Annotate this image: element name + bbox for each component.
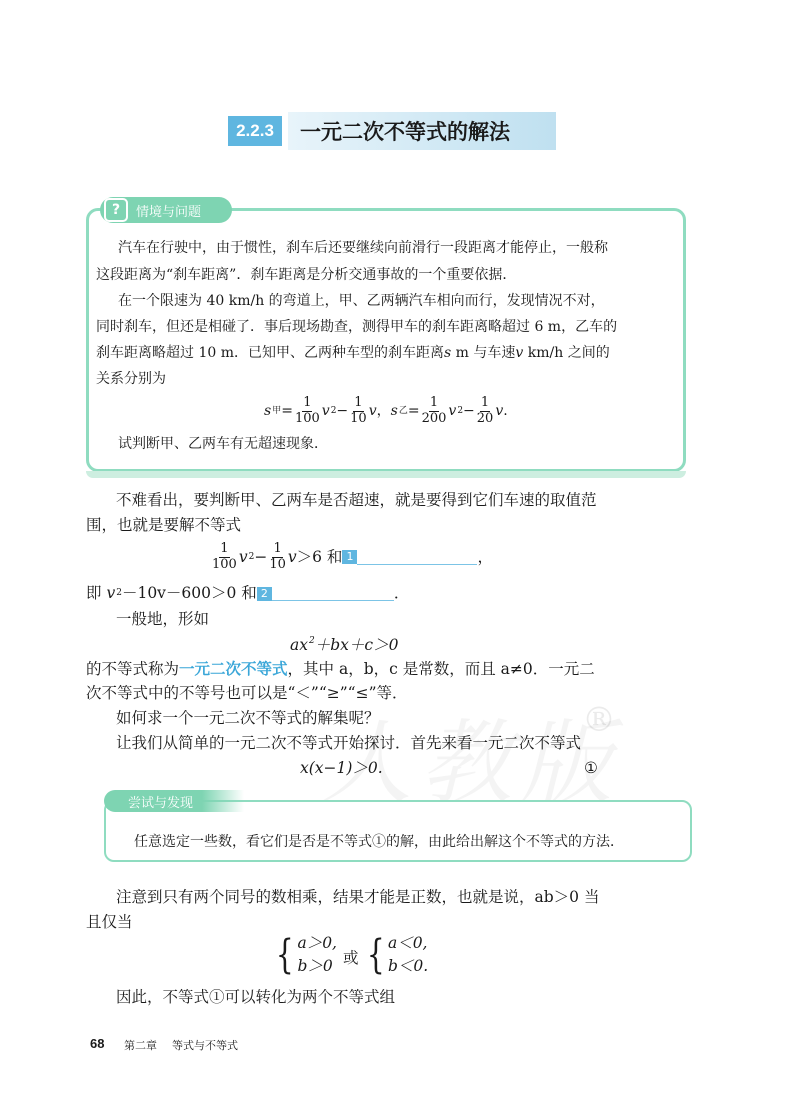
body2-p1-line2: 且仅当 [86,913,133,931]
situation-p2-line1: 在一个限速为 40 km/h 的弯道上，甲、乙两辆汽车相向而行，发现情况不对， [118,293,605,309]
left-brace: { [275,932,294,978]
section-number: 2.2.3 [228,116,282,146]
fraction: $\frac{1}{10}$ [350,395,367,426]
body-p1-line1: 不难看出，要判断甲、乙两车是否超速，就是要得到它们车速的取值范 [116,491,597,509]
definition-line2: 次不等式中的不等号也可以是“＜”“≥”“≤”等． [86,684,408,702]
body2-p2: 因此，不等式①可以转化为两个不等式组 [116,988,396,1006]
fraction: $\frac{1}{100}$ [294,395,320,426]
page-number: 68 [90,1036,105,1051]
term-quadratic-inequality: 一元二次不等式 [179,659,288,678]
body-p2: 一般地，形如 [116,610,210,628]
situation-p1-line1: 汽车在行驶中，由于惯性，刹车后还要继续向前滑行一段距离才能停止，一般称 [118,240,608,256]
blank-marker-1: 1 [342,550,357,564]
general-form: $ax^2+bx+c>0$ [290,636,399,654]
inequality-1: $\frac{1}{100}$ v 2 − $\frac{1}{10}$ v ＞6 和 1 ， [212,541,493,572]
inequality-3-label: ① [584,759,598,777]
inequality-2: 即 v 2 －10v－600＞0 和 2 ． [86,584,410,602]
section-title-bar [288,112,556,150]
inequality-3: x(x−1)＞0. [300,759,383,777]
situation-p1-line2: 这段距离为“刹车距离”．刹车距离是分析交通事故的一个重要依据． [96,267,517,283]
system-1: a＞0, b＞0 [297,933,337,975]
situation-tag [100,197,232,223]
question-icon: ? [104,198,128,222]
section-title-text: 一元二次不等式的解法 [300,120,510,144]
fraction: $\frac{1}{10}$ [269,541,286,572]
situation-question: 试判断甲、乙两车有无超速现象． [118,436,328,452]
body-p3: 如何求一个一元二次不等式的解集呢？ [116,709,380,727]
braking-formula: s 甲 = $\frac{1}{100}$ v 2 − $\frac{1}{10}$ v ， s 乙 = $\frac{1}{200}$ v 2 − $\frac{1}{20}$ v . [264,395,508,426]
body2-p1-line1: 注意到只有两个同号的数相乘，结果才能是正数，也就是说，ab＞0 当 [116,888,600,906]
definition-line1: 的不等式称为一元二次不等式，其中 a，b，c 是常数，而且 a≠0．一元二 [86,659,595,678]
body-p4: 让我们从简单的一元二次不等式开始探讨．首先来看一元二次不等式 [116,734,582,752]
system-2: a＜0, b＜0. [387,933,429,975]
try-tag-label: 尝试与发现 [128,795,194,811]
section-title [228,112,558,150]
watermark-registered-mark: ® [582,700,616,740]
blank-marker-2: 2 [257,587,272,601]
fraction: $\frac{1}{20}$ [476,395,494,426]
situation-tag-label: 情境与问题 [136,204,202,220]
inequality-systems: { a＞0, b＞0 或 { a＜0, b＜0. [275,932,429,978]
situation-p2-line4: 关系分别为 [96,371,166,387]
footer-title: 等式与不等式 [172,1040,238,1052]
footer-chapter: 第二章 [124,1040,157,1052]
fraction: $\frac{1}{100}$ [212,541,237,572]
body-p1-line2: 围，也就是要解不等式 [86,516,242,534]
answer-blank-1[interactable] [357,550,477,565]
left-brace: { [366,932,385,978]
situation-p2-line2: 同时刹车，但还是相碰了．事后现场勘查，测得甲车的刹车距离略超过 6 m，乙车的 [96,319,618,335]
answer-blank-2[interactable] [272,586,394,601]
situation-p2-line3: 刹车距离略超过 10 m．已知甲、乙两种车型的刹车距离s m 与车速v km/h 之间的 [96,345,610,361]
fraction: $\frac{1}{200}$ [421,395,447,426]
try-tag [104,790,244,812]
try-text: 任意选定一些数，看它们是否是不等式①的解，由此给出解这个不等式的方法． [134,834,624,850]
